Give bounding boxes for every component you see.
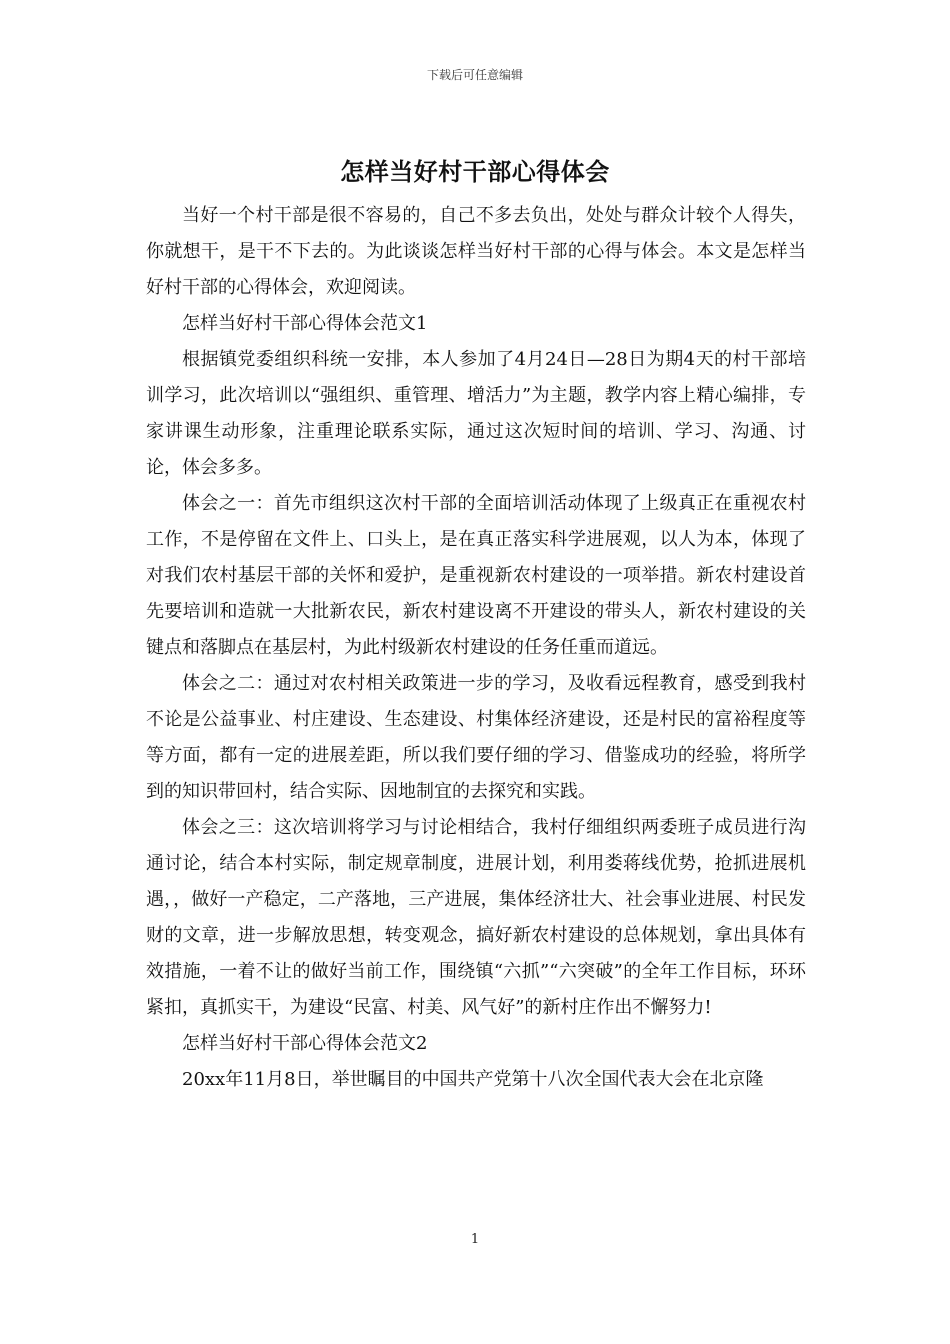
body-paragraph: 体会之二：通过对农村相关政策进一步的学习，及收看远程教育，感受到我村不论是公益事业、村庄建设、生态建设、村集体经济建设，还是村民的富裕程度等等方面，都有一定的进展差距，所以我们要仔细的学习、借鉴成功的经验，将所学到的知识带回村，结合实际、因地制宜的去探究和实践。 xyxy=(146,673,806,802)
page-number: 1 xyxy=(470,1232,480,1247)
body-paragraph: 根据镇党委组织科统一安排，本人参加了4月24日—28日为期4天的村干部培训学习，此次培训以“强组织、重管理、增活力”为主题，教学内容上精心编排，专家讲课生动形象，注重理论联系实际，通过这次短时间的培训、学习、沟通、讨论，体会多多。 xyxy=(146,349,806,478)
body-paragraph: 体会之三：这次培训将学习与讨论相结合，我村仔细组织两委班子成员进行沟通讨论，结合本村实际，制定规章制度，进展计划，利用娄蒋线优势，抢抓进展机遇，，做好一产稳定，二产落地，三产进展，集体经济壮大、社会事业进展、村民发财的文章，进一步解放思想，转变观念，搞好新农村建设的总体规划，拿出具体有效措施，一着不让的做好当前工作，围绕镇“六抓”“六突破”的全年工作目标，环环紧扣，真抓实干，为建设“民富、村美、风气好”的新村庄作出不懈努力! xyxy=(146,817,806,1018)
body-paragraph: 20xx年11月8日，举世瞩目的中国共产党第十八次全国代表大会在北京隆 xyxy=(182,1069,764,1090)
document-body xyxy=(146,198,806,1098)
body-paragraph: 体会之一：首先市组织这次村干部的全面培训活动体现了上级真正在重视农村工作，不是停留在文件上、口头上，是在真正落实科学进展观，以人为本，体现了对我们农村基层干部的关怀和爱护，是重视新农村建设的一项举措。新农村建设首先要培训和造就一大批新农民，新农村建设离不开建设的带头人，新农村建设的关键点和落脚点在基层村，为此村级新农村建设的任务任重而道远。 xyxy=(146,493,806,658)
header-note: 下载后可任意编辑 xyxy=(426,68,523,82)
document-title: 怎样当好村干部心得体会 xyxy=(340,158,610,186)
intro-paragraph: 当好一个村干部是很不容易的，自己不多去负出，处处与群众计较个人得失，你就想干，是干不下去的。为此谈谈怎样当好村干部的心得与体会。本文是怎样当好村干部的心得体会，欢迎阅读。 xyxy=(146,205,806,298)
section-heading-1: 怎样当好村干部心得体会范文1 xyxy=(182,313,428,334)
section-heading-2: 怎样当好村干部心得体会范文2 xyxy=(182,1033,428,1054)
